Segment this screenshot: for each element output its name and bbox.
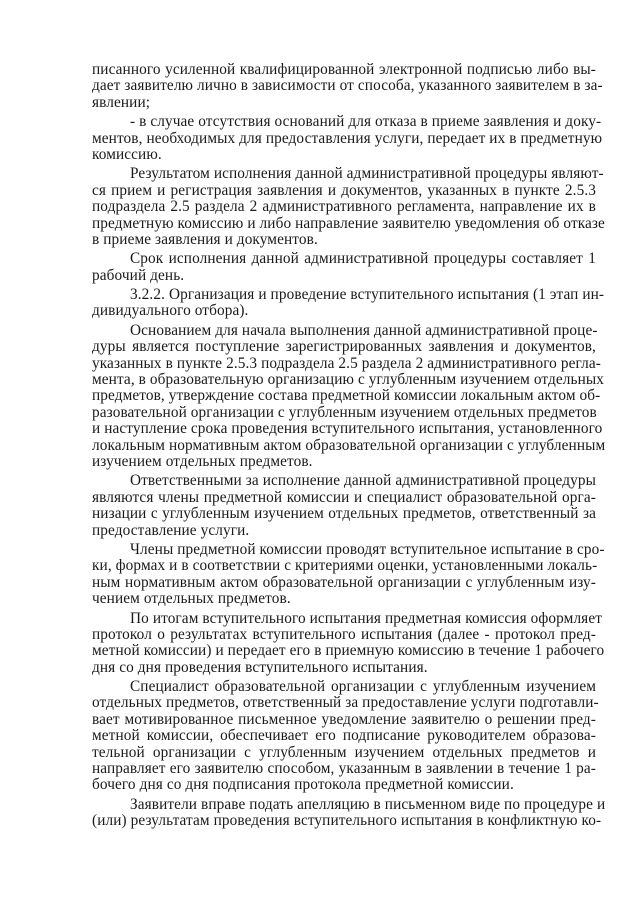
paragraph bbox=[92, 321, 606, 471]
paragraph bbox=[92, 165, 605, 248]
paragraph bbox=[92, 61, 603, 111]
text-line: направляет его заявителю способом, указанным в заявлении в течение 1 ра- bbox=[92, 760, 596, 778]
text-line: писанного усиленной квалифицированной электронной подписью либо вы- bbox=[92, 61, 596, 78]
text-line: дня со дня проведения вступительного испытания. bbox=[92, 658, 428, 676]
text-line: вает мотивированное письменное уведомление заявителю о решении пред- bbox=[92, 710, 596, 728]
text-line: По итогам вступительного испытания предметная комиссия оформляет bbox=[130, 609, 602, 627]
text-line: ментов, необходимых для предоставления услуги, передает их в предметную bbox=[92, 129, 603, 147]
paragraph bbox=[92, 540, 605, 608]
text-line: Результатом исполнения данной административной процедуры являют- bbox=[130, 165, 604, 183]
text-line: комиссию. bbox=[92, 145, 162, 163]
text-line: низации с углубленным изучением отдельных предметов, ответственный за bbox=[92, 505, 596, 523]
text-line: предоставление услуги. bbox=[92, 521, 250, 539]
text-line: подраздела 2.5 раздела 2 административного регламента, направление их в bbox=[92, 198, 596, 216]
text-line: тельной организации с углубленным изучением отдельных предметов и bbox=[92, 743, 596, 761]
paragraph bbox=[92, 113, 603, 163]
text-line: - в случае отсутствия оснований для отказа в приеме заявления и доку- bbox=[130, 113, 602, 131]
text-line: предметов, утверждение состава предметной комиссии локальным актом об- bbox=[92, 387, 601, 405]
paragraph bbox=[92, 609, 605, 677]
text-line: Специалист образовательной организации с углубленным изучением bbox=[130, 678, 596, 696]
text-line: изучением отдельных предметов. bbox=[92, 452, 313, 470]
text-line: Заявители вправе подать апелляцию в письменном виде по процедуре и bbox=[130, 795, 606, 813]
text-line: явлении; bbox=[92, 93, 151, 111]
text-line: дуры является поступление зарегистрированных заявления и документов, bbox=[92, 338, 596, 356]
text-line: мента, в образовательную организацию с углубленным изучением отдельных bbox=[92, 371, 605, 389]
paragraph bbox=[92, 678, 599, 794]
text-line: Срок исполнения данной административной процедуры составляет 1 bbox=[130, 250, 596, 268]
text-line: бочего дня со дня подписания протокола предметной комиссии. bbox=[92, 776, 514, 794]
text-line: Основанием для начала выполнения данной административной проце- bbox=[130, 321, 598, 339]
text-line: чением отдельных предметов. bbox=[92, 590, 291, 608]
text-line: и наступление срока проведения вступительного испытания, установленного bbox=[92, 420, 603, 438]
text-line: протокол о результатах вступительного испытания (далее - протокол пред- bbox=[92, 625, 596, 643]
paragraph bbox=[92, 473, 596, 539]
text-line: дает заявителю лично в зависимости от способа, указанного заявителем в за- bbox=[92, 77, 603, 95]
text-line: Члены предметной комиссии проводят вступительное испытание в сро- bbox=[130, 540, 605, 558]
text-line: (или) результатам проведения вступительного испытания в конфликтную ко- bbox=[92, 812, 602, 830]
paragraph bbox=[92, 286, 605, 320]
text-line: рабочий день. bbox=[92, 266, 185, 284]
text-line: разовательной организации с углубленным изучением отдельных предметов bbox=[92, 403, 597, 421]
text-line: Ответственными за исполнение данной административной процедуры bbox=[130, 472, 596, 490]
text-line: метной комиссии, обеспечивает его подписание руководителем образова- bbox=[92, 727, 596, 745]
paragraph-gap bbox=[92, 830, 596, 833]
text-line: предметную комиссию и либо направление заявителю уведомления об отказе bbox=[92, 214, 605, 232]
text-line: 3.2.2. Организация и проведение вступительного испытания (1 этап ин- bbox=[130, 286, 605, 304]
text-line: ки, формах и в соответствии с критериями оценки, установленными локаль- bbox=[92, 557, 598, 575]
text-line: ся прием и регистрация заявления и документов, указанных в пункте 2.5.3 bbox=[92, 181, 596, 199]
text-line: указанных в пункте 2.5.3 подраздела 2.5 раздела 2 административного регла- bbox=[92, 354, 601, 372]
text-line: в приеме заявления и документов. bbox=[92, 230, 318, 248]
text-line: метной комиссии) и передает его в приемную комиссию в течение 1 рабочего bbox=[92, 642, 605, 660]
text-line: дивидуального отбора). bbox=[92, 302, 249, 320]
paragraph bbox=[92, 251, 596, 284]
text-line: являются члены предметной комиссии и специалист образовательной орга- bbox=[92, 488, 596, 506]
text-line: локальным нормативным актом образовательной организации с углубленным bbox=[92, 436, 606, 454]
text-line: отдельных предметов, ответственный за предоставление услуги подготавли- bbox=[92, 694, 599, 712]
text-line: ным нормативным актом образовательной организации с углубленным изу- bbox=[92, 573, 596, 591]
paragraph bbox=[92, 795, 606, 830]
